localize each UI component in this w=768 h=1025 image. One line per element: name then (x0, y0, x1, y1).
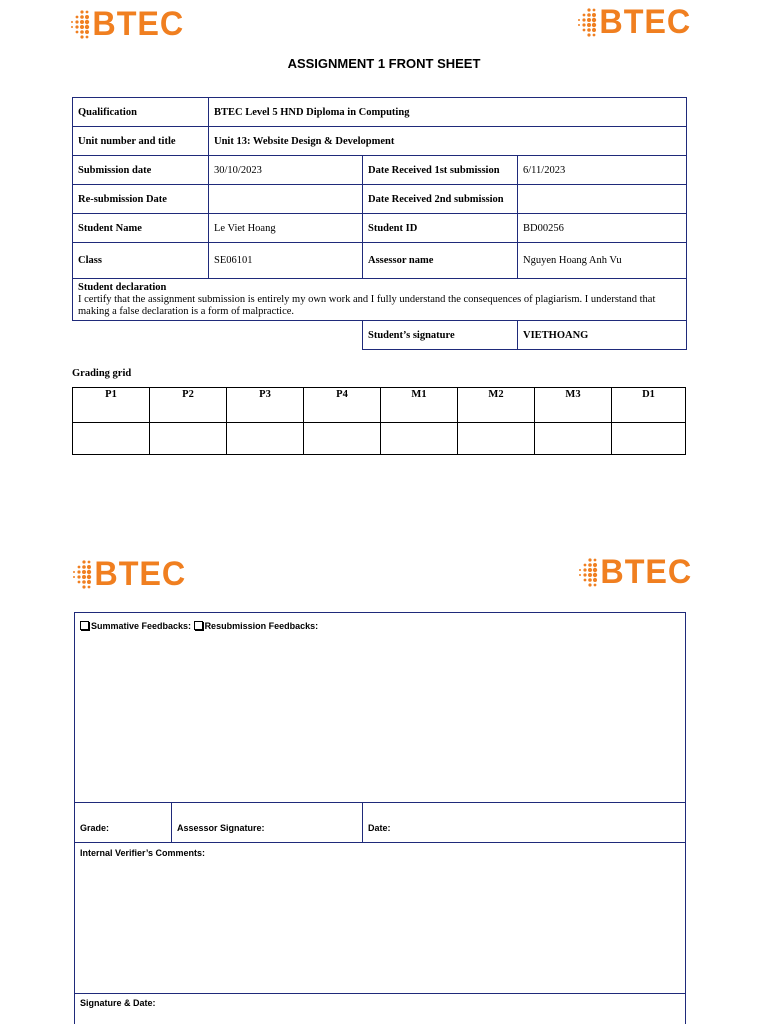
table-row (73, 214, 687, 243)
btec-logo (578, 555, 695, 589)
student-id-value: BD00256 (518, 214, 687, 243)
signature-date-label: Signature & Date: (80, 998, 156, 1008)
dot-grid-icon (70, 9, 90, 39)
grade-cell (381, 423, 458, 455)
student-name-label: Student Name (73, 214, 209, 243)
grading-header-row (73, 388, 686, 423)
table-row (73, 156, 687, 185)
grade-cell (535, 423, 612, 455)
signature-date-box[interactable] (75, 993, 685, 1025)
student-name-value: Le Viet Hoang (209, 214, 363, 243)
resubmission-checkbox-icon[interactable] (194, 621, 203, 630)
grade-header-m1: M1 (381, 388, 458, 423)
grade-header-d1: D1 (612, 388, 686, 423)
date-received-1st-value: 6/11/2023 (518, 156, 687, 185)
table-row (73, 279, 687, 321)
unit-value: Unit 13: Website Design & Development (209, 127, 687, 156)
student-declaration (73, 279, 687, 321)
qualification-label: Qualification (73, 98, 209, 127)
submission-date-value: 30/10/2023 (209, 156, 363, 185)
assessor-signature-label: Assessor Signature: (177, 823, 265, 833)
grade-header-m3: M3 (535, 388, 612, 423)
declaration-text: I certify that the assignment submission is entirely my own work and I fully understand the consequences of plagiarism. I understand that making a false declaration is a form of malpractice. (78, 294, 656, 317)
assessor-signature-cell[interactable] (172, 802, 363, 842)
grade-signature-row (75, 802, 685, 843)
student-id-label: Student ID (363, 214, 518, 243)
grade-cell[interactable] (75, 802, 172, 842)
resubmission-feedback-label: Resubmission Feedbacks: (204, 621, 319, 631)
signature-spacer (73, 321, 363, 350)
dot-grid-icon (72, 559, 92, 589)
dot-grid-icon (577, 7, 597, 37)
dot-grid-icon (578, 557, 598, 587)
btec-logo-text: BTEC (92, 5, 185, 43)
table-row (73, 321, 687, 350)
submission-date-label: Submission date (73, 156, 209, 185)
grade-cell (150, 423, 227, 455)
grade-header-m2: M2 (458, 388, 535, 423)
assessor-name-value: Nguyen Hoang Anh Vu (518, 243, 687, 279)
grade-label: Grade: (80, 823, 110, 833)
grading-grid-label: Grading grid (72, 368, 132, 379)
table-row (73, 243, 687, 279)
date-received-1st-label: Date Received 1st submission (363, 156, 518, 185)
student-signature-value: VIETHOANG (518, 321, 687, 350)
grade-cell (227, 423, 304, 455)
front-sheet-table (72, 97, 687, 350)
summative-feedback-box[interactable] (75, 613, 685, 803)
feedback-form (74, 612, 686, 1024)
declaration-title: Student declaration (78, 282, 167, 293)
resubmission-date-label: Re-submission Date (73, 185, 209, 214)
grade-header-p4: P4 (304, 388, 381, 423)
grading-grid (72, 387, 686, 455)
btec-logo (72, 557, 189, 591)
unit-label: Unit number and title (73, 127, 209, 156)
qualification-value: BTEC Level 5 HND Diploma in Computing (209, 98, 687, 127)
assessor-name-label: Assessor name (363, 243, 518, 279)
btec-logo-text: BTEC (599, 3, 692, 41)
grading-value-row (73, 423, 686, 455)
grade-cell (458, 423, 535, 455)
internal-verifier-comments-label: Internal Verifier’s Comments: (80, 848, 206, 858)
summative-checkbox-icon[interactable] (80, 621, 89, 630)
date-label: Date: (368, 823, 391, 833)
table-row (73, 185, 687, 214)
grade-cell (304, 423, 381, 455)
btec-logo-text: BTEC (94, 555, 187, 593)
table-row (73, 98, 687, 127)
btec-logo (70, 7, 187, 41)
grade-header-p2: P2 (150, 388, 227, 423)
grade-header-p1: P1 (73, 388, 150, 423)
grade-cell (73, 423, 150, 455)
student-signature-label: Student’s signature (363, 321, 518, 350)
class-label: Class (73, 243, 209, 279)
table-row (73, 127, 687, 156)
date-received-2nd-value (518, 185, 687, 214)
summative-feedback-label: Summative Feedbacks: (91, 621, 192, 631)
grade-cell (612, 423, 686, 455)
date-cell[interactable] (363, 802, 686, 842)
btec-logo (577, 5, 694, 39)
feedback-options (80, 621, 318, 631)
grade-header-p3: P3 (227, 388, 304, 423)
page-title: ASSIGNMENT 1 FRONT SHEET (287, 56, 481, 71)
btec-logo-text: BTEC (600, 553, 693, 591)
internal-verifier-comments-box[interactable] (75, 842, 685, 994)
class-value: SE06101 (209, 243, 363, 279)
date-received-2nd-label: Date Received 2nd submission (363, 185, 518, 214)
resubmission-date-value (209, 185, 363, 214)
